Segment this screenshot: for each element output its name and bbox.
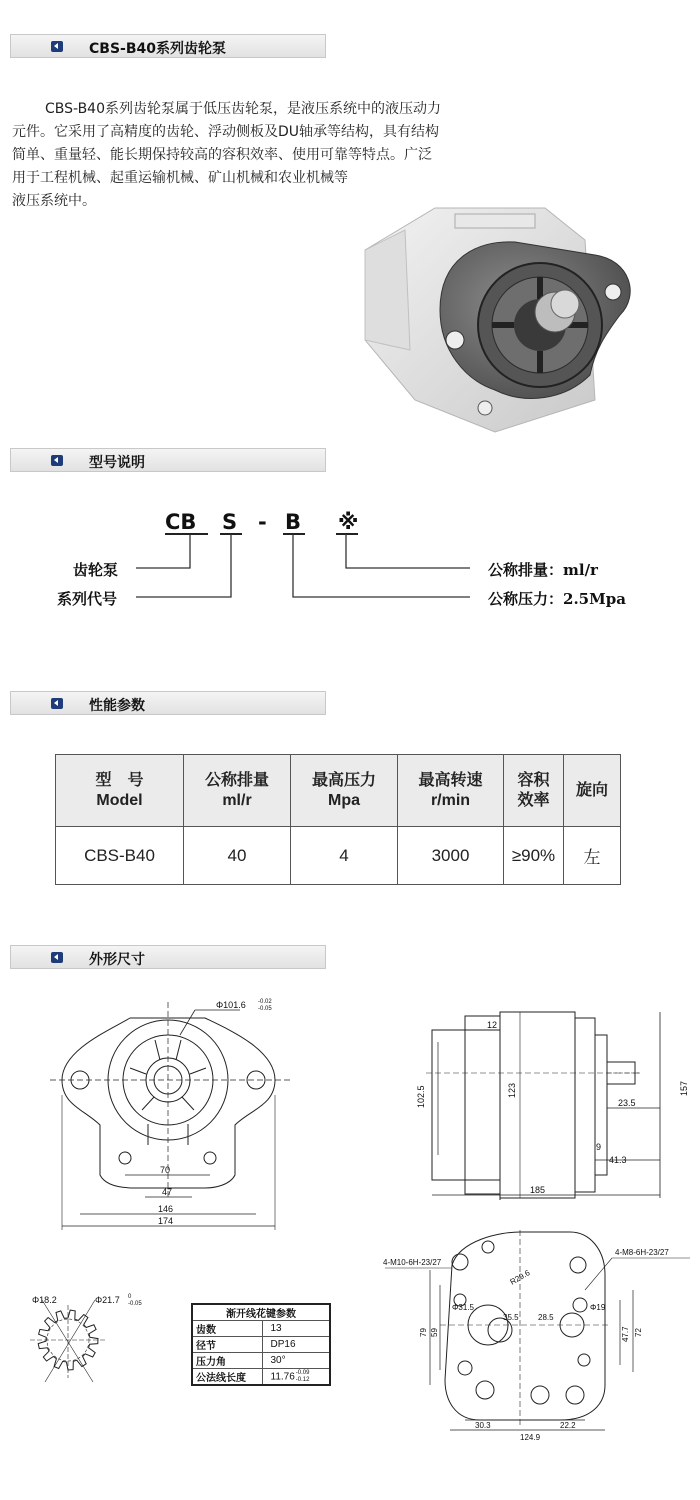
spline-table-title: 渐开线花键参数 bbox=[192, 1304, 330, 1321]
dim-12: 12 bbox=[487, 1020, 498, 1030]
dim-flange-diameter: Φ101.6 bbox=[216, 1000, 246, 1010]
intro-line: 用于工程机械、起重运输机械、矿山机械和农业机械等 bbox=[12, 170, 348, 186]
dim-102-5: 102.5 bbox=[416, 1085, 426, 1108]
param-value-main: 11.76 bbox=[270, 1371, 295, 1383]
dim-d19: Φ19 bbox=[590, 1303, 606, 1312]
intro-line: 简单、重量轻、能长期保持较高的容积效率、使用可靠等特点。广泛 bbox=[12, 147, 432, 163]
tolerance-upper: -0.09 bbox=[295, 1369, 310, 1376]
dim-spline-outer: Φ21.7 bbox=[95, 1295, 120, 1305]
dim-157: 157 bbox=[679, 1080, 689, 1096]
param-label: 压力角 bbox=[192, 1353, 262, 1369]
param-value: DP16 bbox=[262, 1337, 330, 1353]
header-model: 型 号 Model bbox=[56, 755, 184, 827]
dim-tolerance-upper: -0.02 bbox=[258, 999, 272, 1005]
section-title: 外形尺寸 bbox=[89, 952, 145, 968]
table-row bbox=[192, 1337, 330, 1353]
code-cb: CB bbox=[165, 510, 197, 534]
dim-124-9: 124.9 bbox=[520, 1433, 541, 1442]
dim-30-3: 30.3 bbox=[475, 1421, 491, 1430]
dim-28-5: 28.5 bbox=[538, 1313, 554, 1322]
code-b: B bbox=[285, 510, 302, 534]
dim-spline-root: Φ18.2 bbox=[32, 1295, 57, 1305]
table-row bbox=[192, 1353, 330, 1369]
code-s: S bbox=[222, 510, 238, 534]
cell-max-speed: 3000 bbox=[398, 827, 504, 885]
cell-efficiency: ≥90% bbox=[504, 827, 564, 885]
dimension-drawings bbox=[0, 985, 700, 1500]
dim-23-5: 23.5 bbox=[618, 1098, 636, 1108]
section-header-performance bbox=[10, 691, 326, 715]
dim-146: 146 bbox=[158, 1204, 174, 1214]
dim-70: 70 bbox=[160, 1165, 171, 1175]
dim-47-7: 47.7 bbox=[621, 1326, 630, 1342]
dim-r29-6: R29.6 bbox=[508, 1268, 532, 1287]
dim-tolerance-upper: 0 bbox=[128, 1294, 132, 1300]
dim-thread-m10: 4-M10-6H-23/27 bbox=[383, 1258, 442, 1267]
dim-35-5: 35.5 bbox=[503, 1313, 519, 1322]
param-label: 齿数 bbox=[192, 1321, 262, 1337]
code-mark: ※ bbox=[338, 510, 359, 534]
param-label: 径节 bbox=[192, 1337, 262, 1353]
dim-79: 79 bbox=[419, 1328, 428, 1337]
label-pressure: 公称压力：2.5Mpa bbox=[488, 590, 626, 608]
dim-123: 123 bbox=[507, 1082, 517, 1098]
dim-d31-5: Φ31.5 bbox=[452, 1303, 474, 1312]
param-value: 13 bbox=[262, 1321, 330, 1337]
label-series-code: 系列代号 bbox=[57, 590, 118, 608]
param-value bbox=[262, 1369, 330, 1386]
param-label: 公法线长度 bbox=[192, 1369, 262, 1386]
cell-max-pressure: 4 bbox=[291, 827, 398, 885]
dim-185: 185 bbox=[530, 1185, 546, 1195]
section-title: 性能参数 bbox=[89, 698, 145, 714]
param-value: 30° bbox=[262, 1353, 330, 1369]
dim-22-2: 22.2 bbox=[560, 1421, 576, 1430]
header-rotation: 旋向 bbox=[564, 755, 621, 827]
dim-47: 47 bbox=[162, 1187, 173, 1197]
cell-displacement: 40 bbox=[184, 827, 291, 885]
dim-9: 9 bbox=[596, 1142, 602, 1152]
section-header-model bbox=[10, 448, 326, 472]
dim-tolerance-lower: -0.05 bbox=[258, 1006, 272, 1012]
code-dash: - bbox=[258, 510, 267, 534]
arrow-left-icon bbox=[51, 952, 63, 963]
intro-line: 元件。它采用了高精度的齿轮、浮动侧板及DU轴承等结构，具有结构 bbox=[12, 124, 440, 140]
label-gear-pump: 齿轮泵 bbox=[73, 561, 119, 579]
table-row bbox=[56, 827, 621, 885]
cell-model: CBS-B40 bbox=[56, 827, 184, 885]
performance-table bbox=[55, 754, 621, 885]
arrow-left-icon bbox=[51, 455, 63, 466]
dim-thread-m8: 4-M8-6H-23/27 bbox=[615, 1248, 669, 1257]
header-max-pressure: 最高压力 Mpa bbox=[291, 755, 398, 827]
arrow-left-icon bbox=[51, 41, 63, 52]
header-efficiency: 容积 效率 bbox=[504, 755, 564, 827]
arrow-left-icon bbox=[51, 698, 63, 709]
table-row bbox=[192, 1369, 330, 1386]
dim-59: 59 bbox=[430, 1328, 439, 1337]
dim-174: 174 bbox=[158, 1216, 174, 1226]
table-row bbox=[192, 1321, 330, 1337]
header-displacement: 公称排量 ml/r bbox=[184, 755, 291, 827]
label-displacement: 公称排量：ml/r bbox=[488, 561, 598, 579]
section-header-intro bbox=[10, 34, 326, 58]
dim-41-3: 41.3 bbox=[609, 1155, 627, 1165]
spline-drawing bbox=[30, 1300, 106, 1382]
dim-72: 72 bbox=[634, 1328, 643, 1337]
intro-paragraph bbox=[12, 98, 512, 213]
gear-pump-photo bbox=[355, 200, 635, 435]
intro-line: 液压系统中。 bbox=[12, 193, 96, 209]
section-title: 型号说明 bbox=[89, 455, 145, 471]
section-header-dimensions bbox=[10, 945, 326, 969]
spline-params-table bbox=[191, 1303, 331, 1386]
tolerance-lower: -0.12 bbox=[295, 1376, 310, 1383]
section-title: CBS-B40系列齿轮泵 bbox=[89, 41, 226, 57]
cell-rotation: 左 bbox=[564, 827, 621, 885]
table-header-row bbox=[56, 755, 621, 827]
header-max-speed: 最高转速 r/min bbox=[398, 755, 504, 827]
intro-line: CBS-B40系列齿轮泵属于低压齿轮泵，是液压系统中的液压动力 bbox=[45, 101, 441, 117]
dim-tolerance-lower: -0.05 bbox=[128, 1301, 142, 1307]
